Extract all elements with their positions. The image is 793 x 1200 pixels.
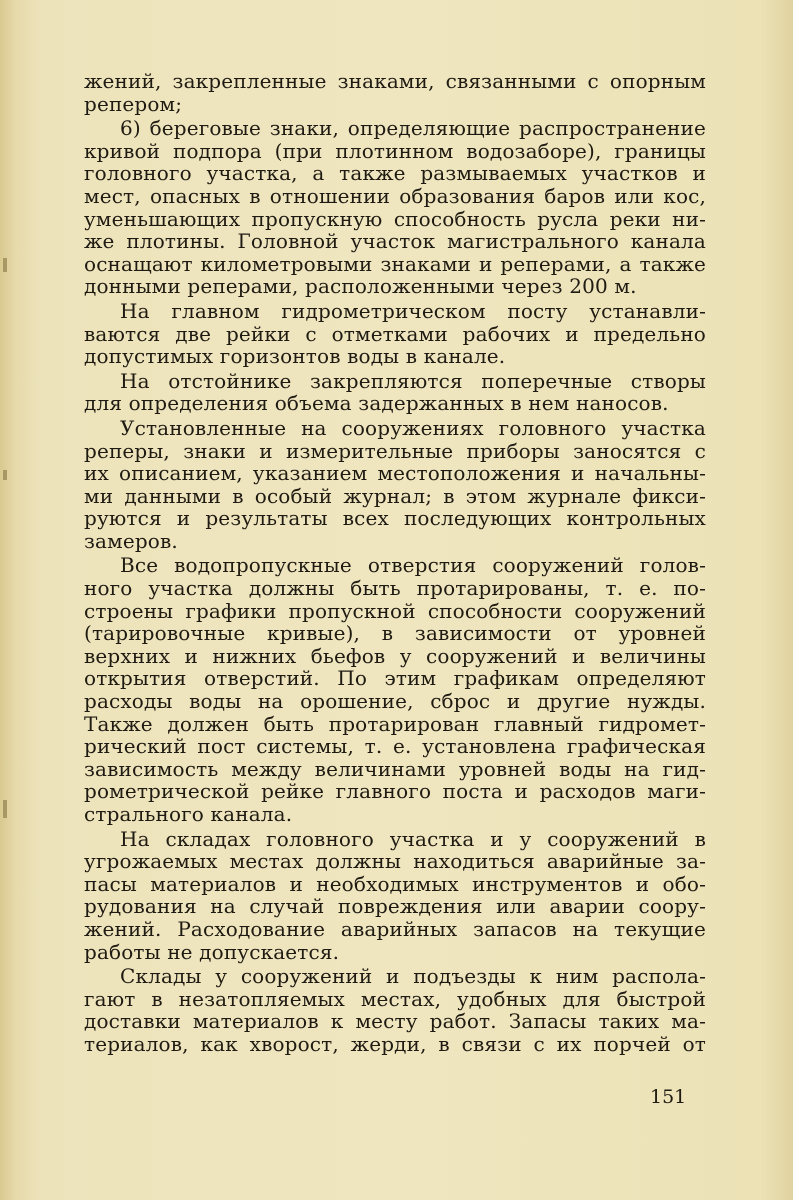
text-line: реперы, знаки и измерительные приборы заносятся с [84,438,706,463]
paragraph [84,117,706,298]
text-line: стрального канала. [84,802,293,826]
text-line: руются и результаты всех последующих контрольных [84,506,706,531]
text-line: На главном гидрометрическом посту устанавли- [120,298,706,323]
text-line: мест, опасных в отношении образования баров или кос, [84,183,706,208]
text-line: для определения объема задержанных в нем наносов. [84,391,669,416]
paragraph [84,828,706,964]
page-edge-mark [3,470,7,480]
text-line: их описанием, указанием местоположения и начальны- [84,461,706,486]
text-line: оснащают километровыми знаками и реперами, а также [84,251,706,276]
text-line: замеров. [84,528,178,553]
page-edge-mark [3,258,7,272]
text-line: зависимость между величинами уровней воды на гид- [84,756,706,781]
paragraph [84,965,706,1055]
text-line: строены графики пропускной способности сооружений [84,598,706,623]
text-line: ваются две рейки с отметками рабочих и предельно [84,321,706,346]
text-line: открытия отверстий. По этим графикам определяют [84,666,706,691]
text-line: верхних и нижних бьефов у сооружений и величины [84,643,706,668]
text-line: жений, закрепленные знаками, связанными с опорным [84,69,706,93]
text-line: рический пост системы, т. е. установлена графическая [84,734,706,759]
text-line: работы не допускается. [84,939,340,964]
text-line: же плотины. Головной участок магистрального канала [84,229,706,254]
text-line: На складах головного участка и у сооружений в [120,826,706,851]
text-line: доставки материалов к месту работ. Запасы таких ма- [84,1009,706,1034]
page-number: 151 [650,1086,687,1108]
text-line: Также должен быть протарирован главный гидромет- [84,711,706,736]
text-line: Склады у сооружений и подъезды к ним распола- [120,964,706,989]
text-line: допустимых горизонтов воды в канале. [84,344,506,369]
text-line: (тарировочные кривые), в зависимости от уровней [84,621,706,646]
text-line: угрожаемых местах должны находиться аварийные за- [84,849,706,874]
text-line: ми данными в особый журнал; в этом журнале фикси- [84,483,706,508]
text-line: расходы воды на орошение, сброс и другие нужды. [84,689,706,714]
paragraph [84,417,706,553]
text-line: пасы материалов и необходимых инструментов и обо- [84,871,706,896]
paragraph [84,300,706,368]
text-line: Все водопропускные отверстия сооружений голов- [120,553,706,578]
text-line: териалов, как хворост, жерди, в связи с их порчей от [84,1031,706,1056]
text-line: На отстойнике закрепляются поперечные створы [120,368,706,393]
text-line: кривой подпора (при плотинном водозаборе), границы [84,138,706,163]
body-text [84,70,706,1056]
text-line: рудования на случай повреждения или аварии соору- [84,894,706,919]
paragraph [84,370,706,415]
text-line: рометрической рейке главного поста и расходов маги- [84,779,706,804]
text-line: уменьшающих пропускную способность русла реки ни- [84,206,706,231]
paragraph [84,554,706,825]
text-line: репером; [84,91,183,116]
text-line: донными реперами, расположенными через 200 м. [84,274,637,299]
text-line: гают в незатопляемых местах, удобных для быстрой [84,986,706,1011]
text-line: ного участка должны быть протарированы, т. е. по- [84,576,706,601]
paragraph [84,70,706,115]
text-line: головного участка, а также размываемых участков и [84,161,706,186]
page-edge-mark [3,800,7,818]
text-line: жений. Расходование аварийных запасов на текущие [84,916,706,941]
text-line: Установленные на сооружениях головного участка [120,415,706,440]
text-line: 6) береговые знаки, определяющие распространение [120,116,706,141]
